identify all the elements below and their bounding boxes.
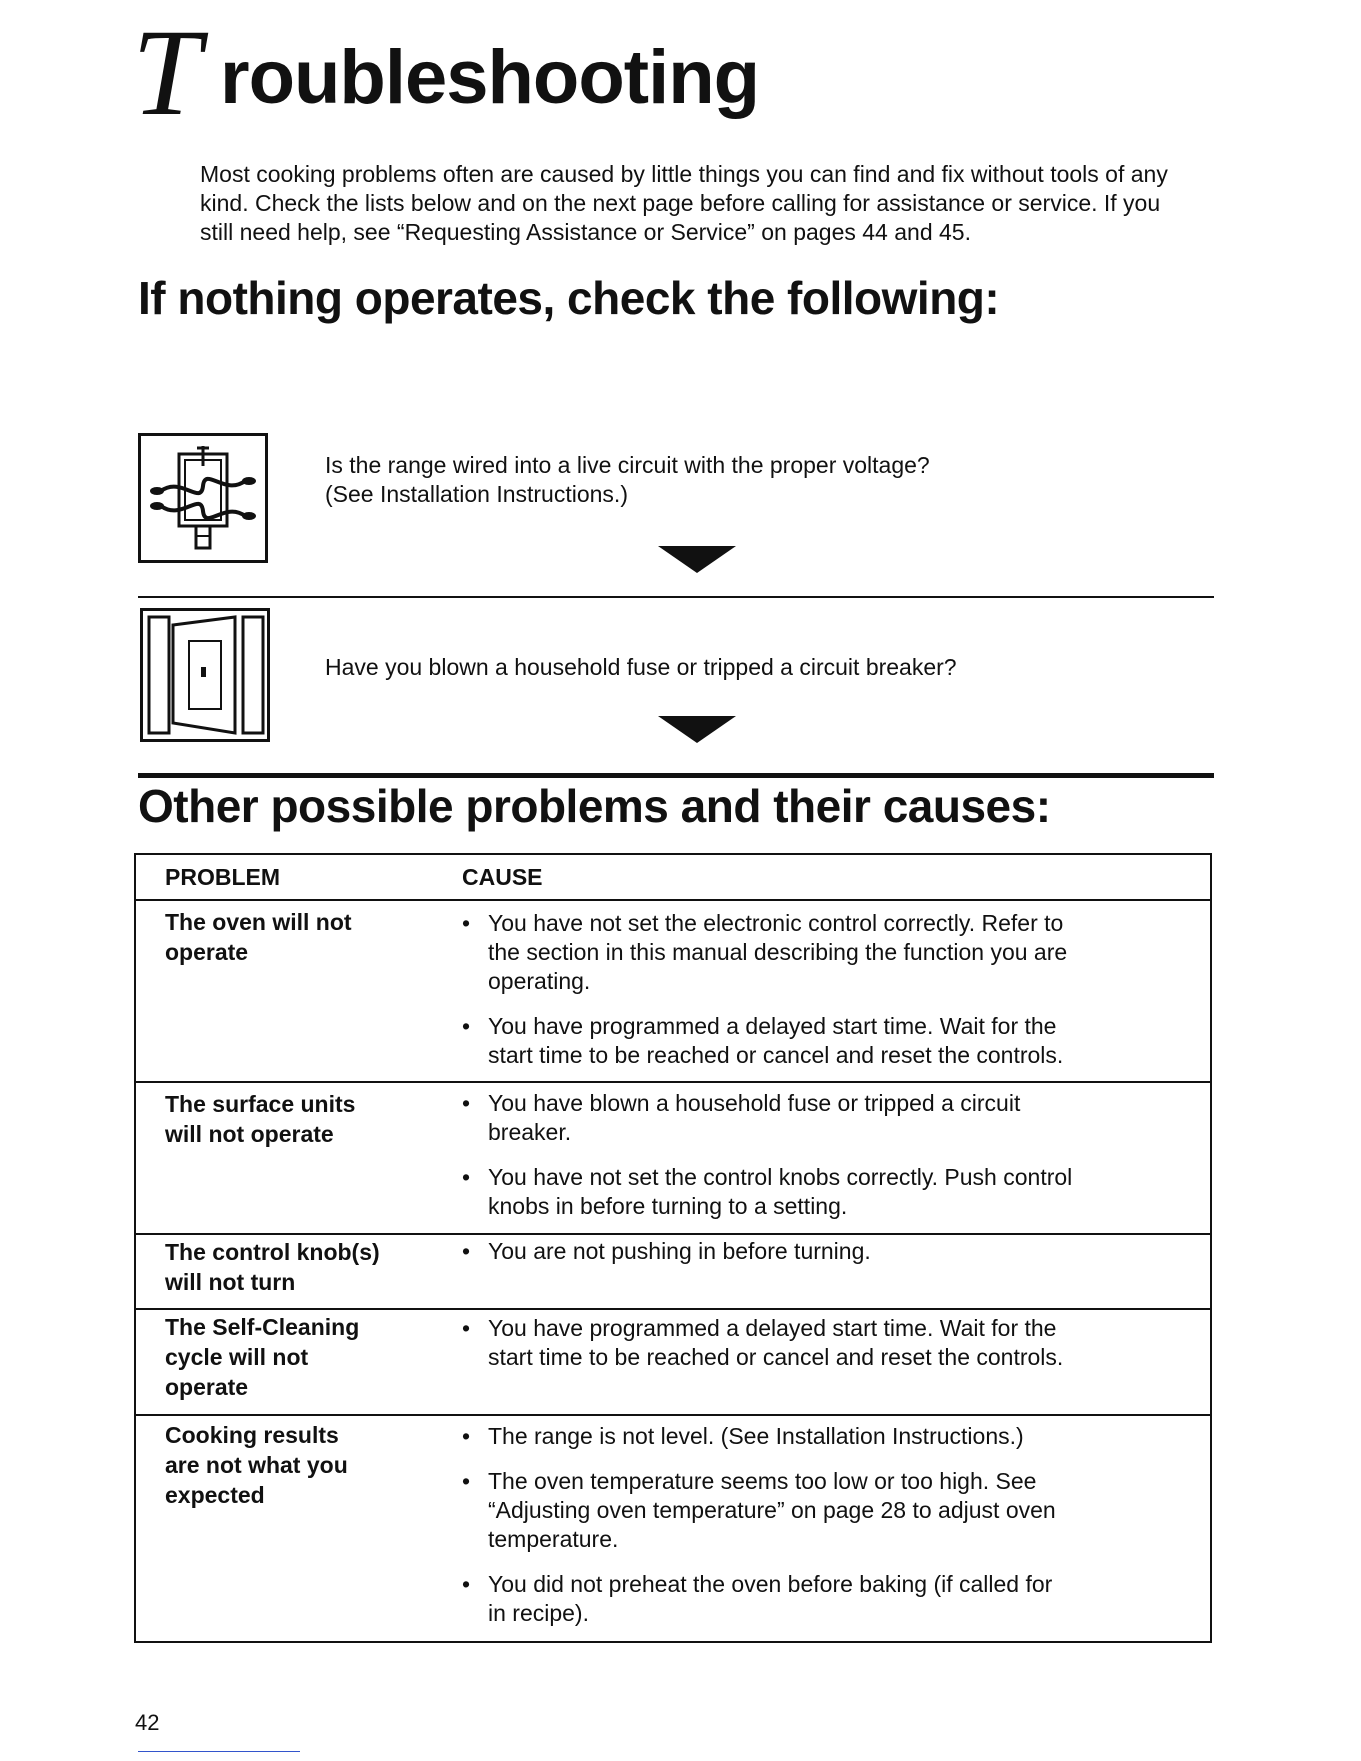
page-number: 42 <box>135 1710 160 1735</box>
footer-rule <box>138 1751 300 1752</box>
bullet-icon: • <box>462 1423 471 1449</box>
table-header-row <box>136 855 1210 901</box>
bullet-icon: • <box>462 1164 471 1190</box>
cause-bullet <box>462 1237 1182 1266</box>
cause-cell <box>462 909 1182 1086</box>
problem-line: will not turn <box>165 1269 296 1295</box>
bullet-icon: • <box>462 1315 471 1341</box>
divider <box>138 596 1214 598</box>
cause-line: start time to be reached or cancel and reset the controls. <box>488 1042 1064 1068</box>
cause-cell <box>462 1237 1182 1282</box>
cause-line: The range is not level. (See Installation Instructions.) <box>488 1423 1024 1449</box>
problem-line: The control knob(s) <box>165 1239 380 1265</box>
cause-line: “Adjusting oven temperature” on page 28 to adjust oven <box>488 1497 1056 1523</box>
bullet-icon: • <box>462 1468 471 1494</box>
table-row <box>136 1235 1210 1310</box>
cause-cell <box>462 1422 1182 1644</box>
problem-line: The Self-Cleaning <box>165 1314 360 1340</box>
table-row <box>136 1083 1210 1235</box>
cause-line: You have programmed a delayed start time. Wait for the <box>488 1315 1057 1341</box>
problems-table <box>134 853 1212 1643</box>
cause-cell <box>462 1089 1182 1237</box>
down-arrow-icon <box>658 546 736 573</box>
cause-bullet <box>462 1570 1182 1628</box>
bullet-icon: • <box>462 1090 471 1116</box>
problem-line: operate <box>165 1374 249 1400</box>
cause-bullet <box>462 1163 1182 1221</box>
bullet-icon: • <box>462 1013 471 1039</box>
cause-bullet <box>462 1467 1182 1554</box>
problem-cell <box>165 1089 415 1149</box>
problem-cell <box>165 1312 415 1402</box>
cause-line: operating. <box>488 968 591 994</box>
down-arrow-icon <box>658 716 736 743</box>
cause-bullet <box>462 1089 1182 1147</box>
cause-line: the section in this manual describing the function you are <box>488 939 1068 965</box>
table-row <box>136 1416 1210 1641</box>
problem-line: will not operate <box>165 1121 334 1147</box>
cause-line: You are not pushing in before turning. <box>488 1238 871 1264</box>
check-line: Have you blown a household fuse or tripped a circuit breaker? <box>325 654 957 680</box>
table-row <box>136 1310 1210 1416</box>
problem-cell <box>165 1237 415 1297</box>
problem-column-header: PROBLEM <box>165 864 280 890</box>
problem-line: The surface units <box>165 1091 356 1117</box>
check-item-fuse-breaker <box>325 653 1085 682</box>
circuit-breaker-panel-icon <box>140 608 270 742</box>
bullet-icon: • <box>462 910 471 936</box>
bullet-icon: • <box>462 1571 471 1597</box>
problem-line: operate <box>165 939 249 965</box>
cause-line: You have blown a household fuse or tripped a circuit <box>488 1090 1021 1116</box>
cause-line: You did not preheat the oven before baking (if called for <box>488 1571 1053 1597</box>
title-text: roubleshooting <box>220 35 760 120</box>
check-line: Is the range wired into a live circuit with the proper voltage? <box>325 452 930 478</box>
section-heading-nothing-operates: If nothing operates, check the following: <box>138 272 1000 324</box>
cause-cell <box>462 1314 1182 1388</box>
title-initial: T <box>132 4 201 141</box>
problem-line: expected <box>165 1482 265 1508</box>
problem-line: cycle will not <box>165 1344 309 1370</box>
cause-bullet <box>462 1422 1182 1451</box>
section-heading-other-problems: Other possible problems and their causes: <box>138 780 1051 832</box>
junction-box-wiring-icon <box>138 433 268 563</box>
bullet-icon: • <box>462 1238 471 1264</box>
cause-bullet <box>462 1314 1182 1372</box>
cause-line: knobs in before turning to a setting. <box>488 1193 848 1219</box>
cause-line: You have not set the electronic control correctly. Refer to <box>488 910 1064 936</box>
problem-line: are not what you <box>165 1452 348 1478</box>
cause-bullet <box>462 1012 1182 1070</box>
check-line: (See Installation Instructions.) <box>325 481 628 507</box>
cause-line: breaker. <box>488 1119 572 1145</box>
cause-line: temperature. <box>488 1526 619 1552</box>
check-item-live-circuit <box>325 451 1085 509</box>
cause-line: You have programmed a delayed start time. Wait for the <box>488 1013 1057 1039</box>
problem-cell <box>165 907 415 967</box>
cause-line: start time to be reached or cancel and reset the controls. <box>488 1344 1064 1370</box>
problem-cell <box>165 1420 415 1510</box>
problem-line: The oven will not <box>165 909 352 935</box>
problem-line: Cooking results <box>165 1422 339 1448</box>
cause-line: in recipe). <box>488 1600 589 1626</box>
table-row <box>136 901 1210 1083</box>
cause-bullet <box>462 909 1182 996</box>
cause-line: You have not set the control knobs correctly. Push control <box>488 1164 1073 1190</box>
cause-line: The oven temperature seems too low or too high. See <box>488 1468 1037 1494</box>
cause-column-header: CAUSE <box>462 864 543 890</box>
intro-paragraph: Most cooking problems often are caused by little things you can find and fix without tools of any kind. Check the lists below and on the next page before calling for assistance or service. If you still need help, see “Requesting Assistance or Service” on pages 44 and 45. <box>200 161 1168 245</box>
